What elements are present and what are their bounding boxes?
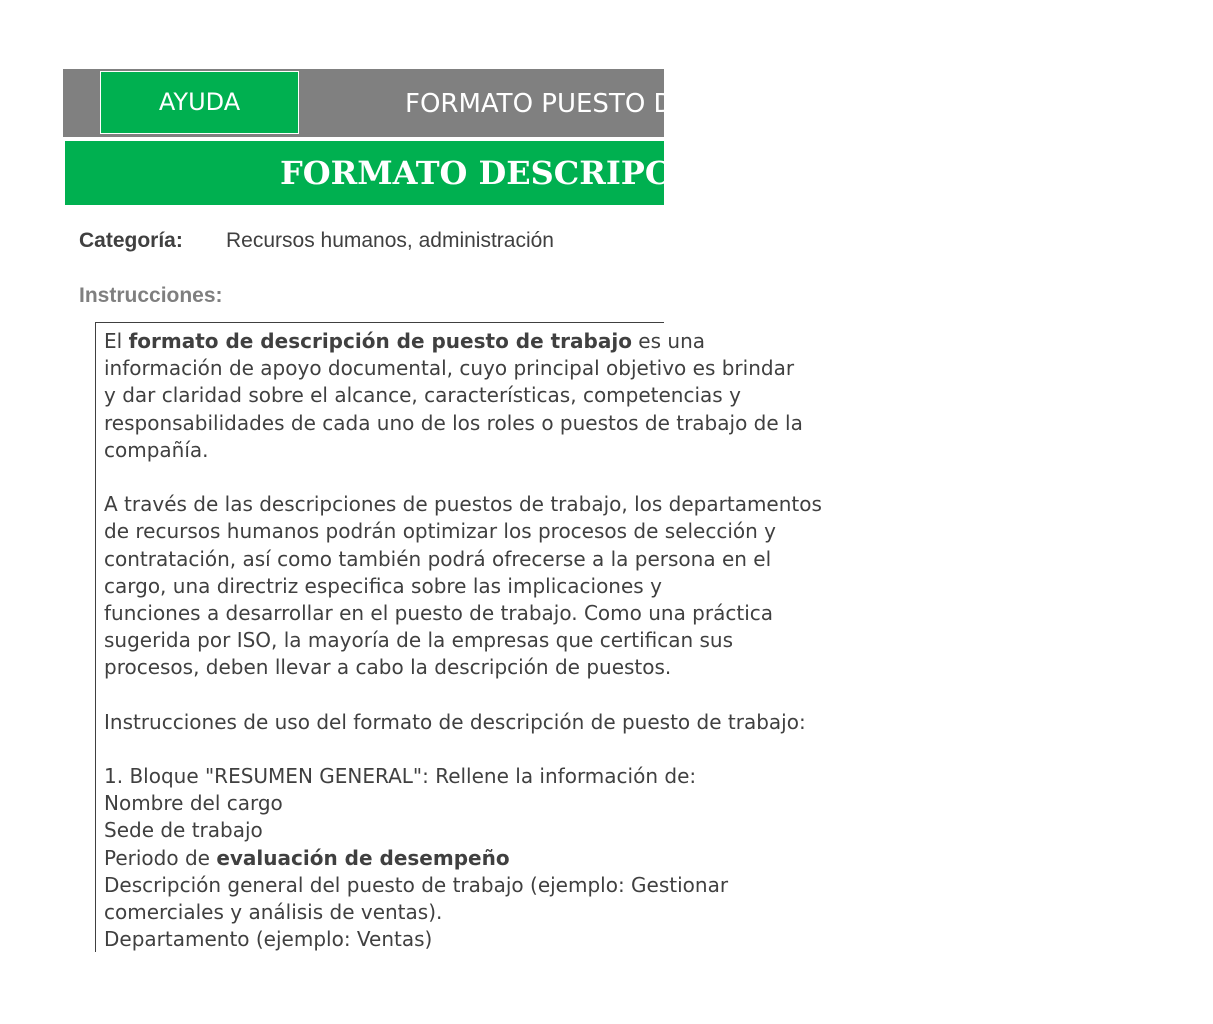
paragraph-2-line-6: sugerida por ISO, la mayoría de la empresas que certifican sus [104,628,734,653]
paragraph-1-line-3: y dar claridad sobre el alcance, características, competencias y [104,383,741,408]
paragraph-4-line-6: comerciales y análisis de ventas). [104,899,443,924]
instructions-text [104,328,822,953]
bold-term: evaluación de desempeño [216,845,510,870]
instructions-textbox[interactable] [95,322,822,952]
help-button[interactable]: AYUDA [100,71,299,134]
paragraph-3: Instrucciones de uso del formato de descripción de puesto de trabajo: [104,709,806,734]
paragraph-2-line-5: funciones a desarrollar en el puesto de trabajo. Como una práctica [104,600,774,625]
paragraph-2-line-2: de recursos humanos podrán optimizar los procesos de selección y [104,519,777,544]
category-value: Recursos humanos, administración [226,229,554,252]
paragraph-2-line-4: cargo, una directriz especifica sobre las implicaciones y [104,573,662,598]
paragraph-1-line-2: información de apoyo documental, cuyo principal objetivo es brindar [104,356,795,381]
paragraph-1-line-4: responsabilidades de cada uno de los roles o puestos de trabajo de la [104,410,803,435]
top-title: FORMATO PUESTO DE TRABAJO [405,89,813,119]
category-label: Categoría: [79,229,183,252]
title-band [65,141,1213,205]
paragraph-4-line-5: Descripción general del puesto de trabajo (ejemplo: Gestionar [104,872,729,897]
paragraph-2-line-3: contratación, así como también podrá ofrecerse a la persona en el [104,546,772,571]
document-title: FORMATO DESCRIPCIÓN DE PUESTO DE TRABAJO [280,154,1213,192]
bold-term: formato de descripción de puesto de trabajo [128,329,632,353]
paragraph-1-line-5: compañía. [104,437,209,462]
paragraph-4-line-4: Periodo de evaluación de desempeño [104,845,510,870]
paragraph-4-line-1: 1. Bloque "RESUMEN GENERAL": Rellene la información de: [104,764,697,788]
paragraph-2-line-1: A través de las descripciones de puestos de trabajo, los departamentos [104,492,822,517]
top-header-bar [63,69,813,137]
instructions-label: Instrucciones: [79,284,223,307]
paragraph-4-line-2: Nombre del cargo [104,791,283,816]
paragraph-4-line-7: Departamento (ejemplo: Ventas) [104,927,433,952]
paragraph-2-line-7: procesos, deben llevar a cabo la descripción de puestos. [104,655,672,680]
paragraph-4-line-3: Sede de trabajo [104,818,263,843]
paragraph-1-line-1: El formato de descripción de puesto de trabajo es una [104,329,705,353]
